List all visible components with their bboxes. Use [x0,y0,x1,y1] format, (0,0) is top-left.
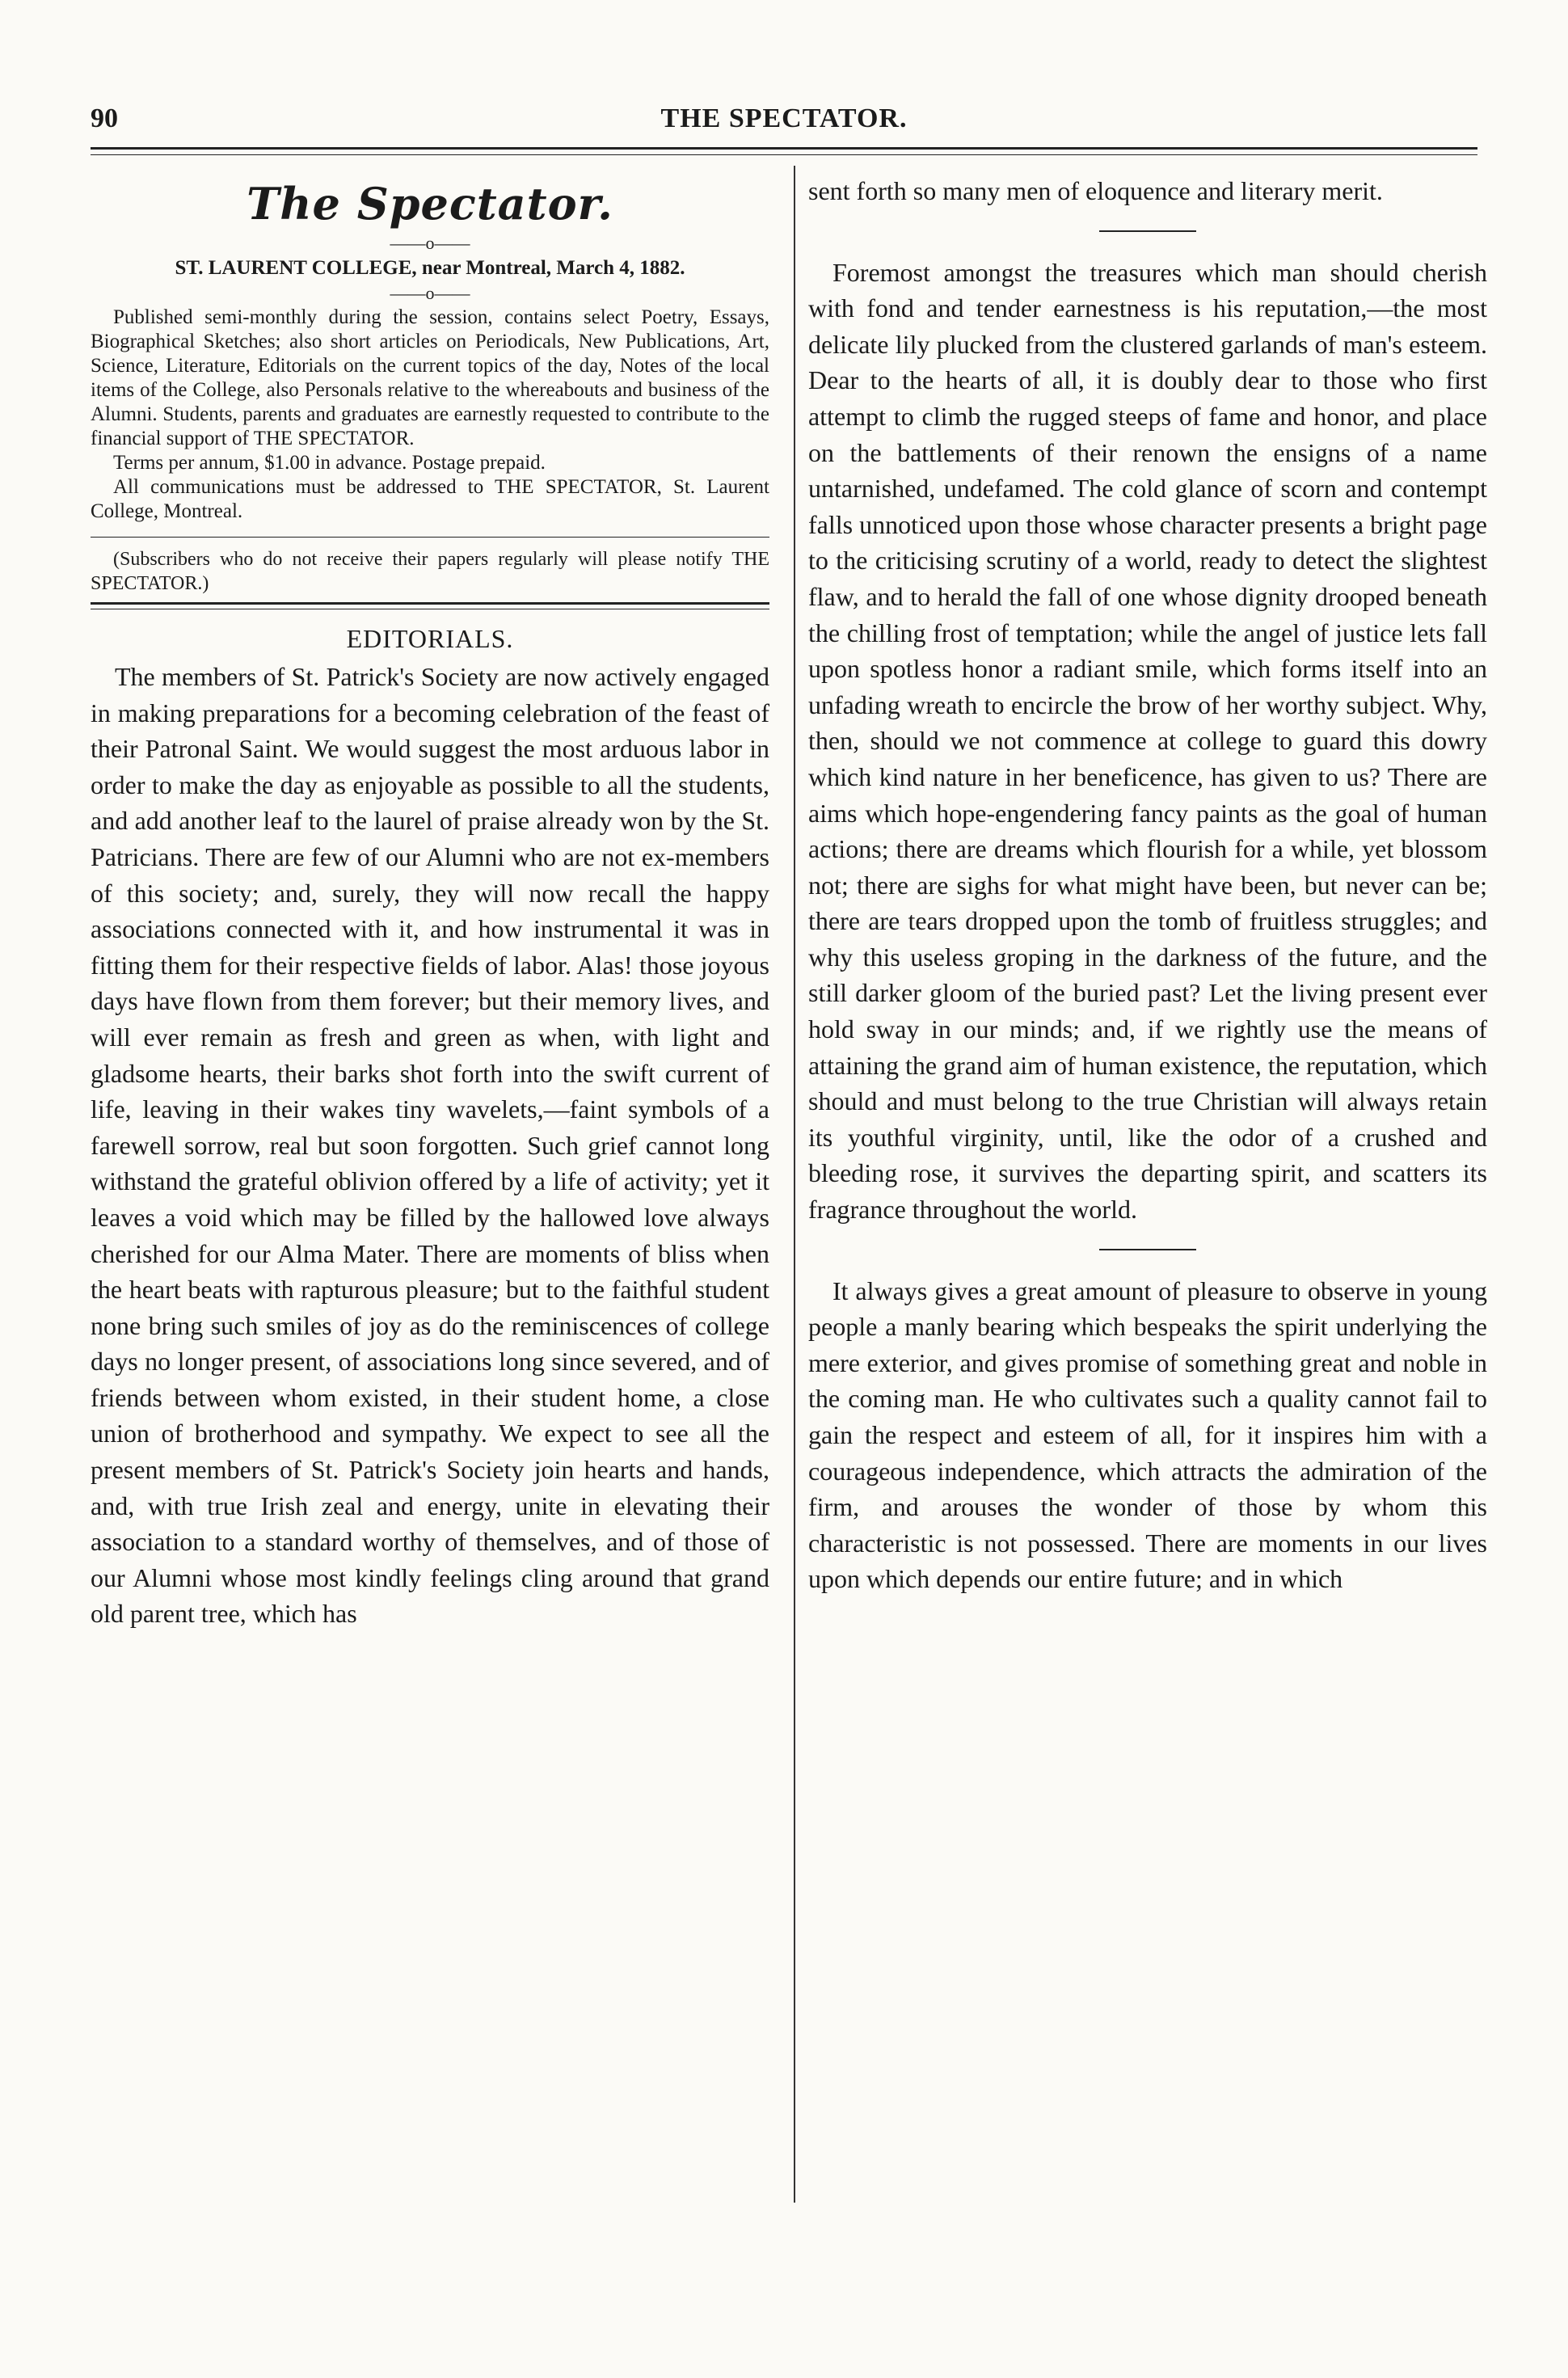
header-rule [91,147,1477,150]
subscription-terms: Terms per annum, $1.00 in advance. Postage prepaid. [113,452,546,474]
editorial-st-patricks: The members of St. Patrick's Society are now actively engaged in making preparations for a becoming celebration of the feast of their Patronal Saint. We would suggest the most arduous labor in order to make the day as enjoyable as possible to all the students, and add another leaf to the laurel of praise already won by the St. Patricians. There are few of our Alumni who are not ex-members of this society; and, surely, they will now recall the happy associations connected with it, and how instrumental it was in fitting them for their respective fields of labor. Alas! those joyous days have flown from them forever; but their memory lives, and will ever remain as fresh and green as when, with light and gladsome hearts, their barks shot forth into the swift current of life, leaving in their wakes tiny wavelets,—faint symbols of a farewell sorrow, real but soon forgotten. Such grief cannot long withstand the grateful oblivion offered by a life of activity; yet it leaves a void which may be filled by the hallowed love always cherished for our Alma Mater. There are moments of bliss when the heart beats with rapturous pleasure; but to the faithful student none bring such smiles of joy as do the reminiscences of college days no longer present, of associations long since severed, and of friends between whom existed, in their student home, a close union of brotherhood and sympathy. We expect to see all the present members of St. Patrick's Society join hearts and hands, and, with true Irish zeal and energy, unite in elevating their association to a standard worthy of themselves, and of those of our Alumni whose most kindly feelings cling around that grand old parent tree, which has [91,662,769,1629]
editorial-manly-bearing: It always gives a great amount of pleasure to observe in young people a manly bearing which bespeaks the spirit underlying the mere exterior, and gives promise of something great and noble in the coming man. He who cultivates such a quality cannot fail to gain the respect and esteem of all, for it inspires him with a courageous independence, which attracts the admiration of the firm, and arouses the wonder of those by whom this characteristic is not possessed. There are moments in our lives upon which depends our entire future; and in which [808,1275,1487,1594]
subscriber-notice: (Subscribers who do not receive their papers regularly will please notify THE SPECTATOR.) [91,549,769,594]
editorial-continuation: sent forth so many men of eloquence and literary merit. [808,176,1383,205]
editorials-heading: EDITORIALS. [346,624,514,653]
right-column [808,173,1487,1597]
ornament-top: ——o—— [390,233,470,253]
header-rule-thin [91,154,1477,155]
ornament-bottom: ——o—— [390,283,470,303]
page-number: 90 [91,103,118,133]
masthead-title: The Spectator. [247,178,613,230]
editorial-reputation: Foremost amongst the treasures which man should cherish with fond and tender earnestness is his reputation,—the most delicate lily plucked from the clustered garlands of man's esteem. Dear to the hearts of all, it is doubly dear to those who first attempt to climb the rugged steeps of fame and honor, and place on the battlements of their renown the ensigns of a name untarnished, undefamed. The cold glance of scorn and contempt falls unnoticed upon those whose character presents a bright page to the criticising scrutiny of a world, ready to detect the slightest flaw, and to herald the fall of one whose dignity drooped beneath the chilling frost of temptation; while the angel of justice lets fall upon spotless honor a radiant smile, which forms itself into an unfading wreath to encircle the brow of her worthy subject. Why, then, should we not commence at college to guard this dowry which kind nature in her beneficence, has given to us? There are aims which hope-engendering fancy paints as the goal of human actions; there are dreams which flourish for a while, yet blossom not; there are sighs for what might have been, but never can be; there are tears dropped upon the tomb of fruitless struggles; and why this useless groping in the darkness of the future, and the still darker gloom of the buried past? Let the living present ever hold sway in our minds; and, if we rightly use the means of attaining the grand aim of human existence, the reputation, which should and must belong to the true Christian will always retain its youthful virginity, until, like the odor of a crushed and bleeding rose, it survives the departing spirit, and scatters its fragrance throughout the world. [808,257,1487,1225]
left-column [91,173,769,1632]
running-title: THE SPECTATOR. [660,103,908,133]
divider-rule [91,537,769,538]
section-separator [1099,1249,1196,1250]
address-notice: All communications must be addressed to THE SPECTATOR, St. Laurent College, Montreal. [91,476,769,522]
column-divider [794,166,795,2203]
section-separator [1099,230,1196,232]
running-head [91,103,1477,136]
double-rule-top [91,602,769,605]
dateline: ST. LAURENT COLLEGE, near Montreal, March 4, 1882. [175,257,685,279]
publication-description: Published semi-monthly during the session, contains select Poetry, Essays, Biographical Sketches; also short articles on Periodicals, New Publications, Art, Science, Literature, Editorials on the current topics of the day, Notes of the local items of the College, also Personals relative to the whereabouts and business of the Alumni. Students, parents and graduates are earnestly requested to contribute to the financial support of THE SPECTATOR. [91,306,769,449]
